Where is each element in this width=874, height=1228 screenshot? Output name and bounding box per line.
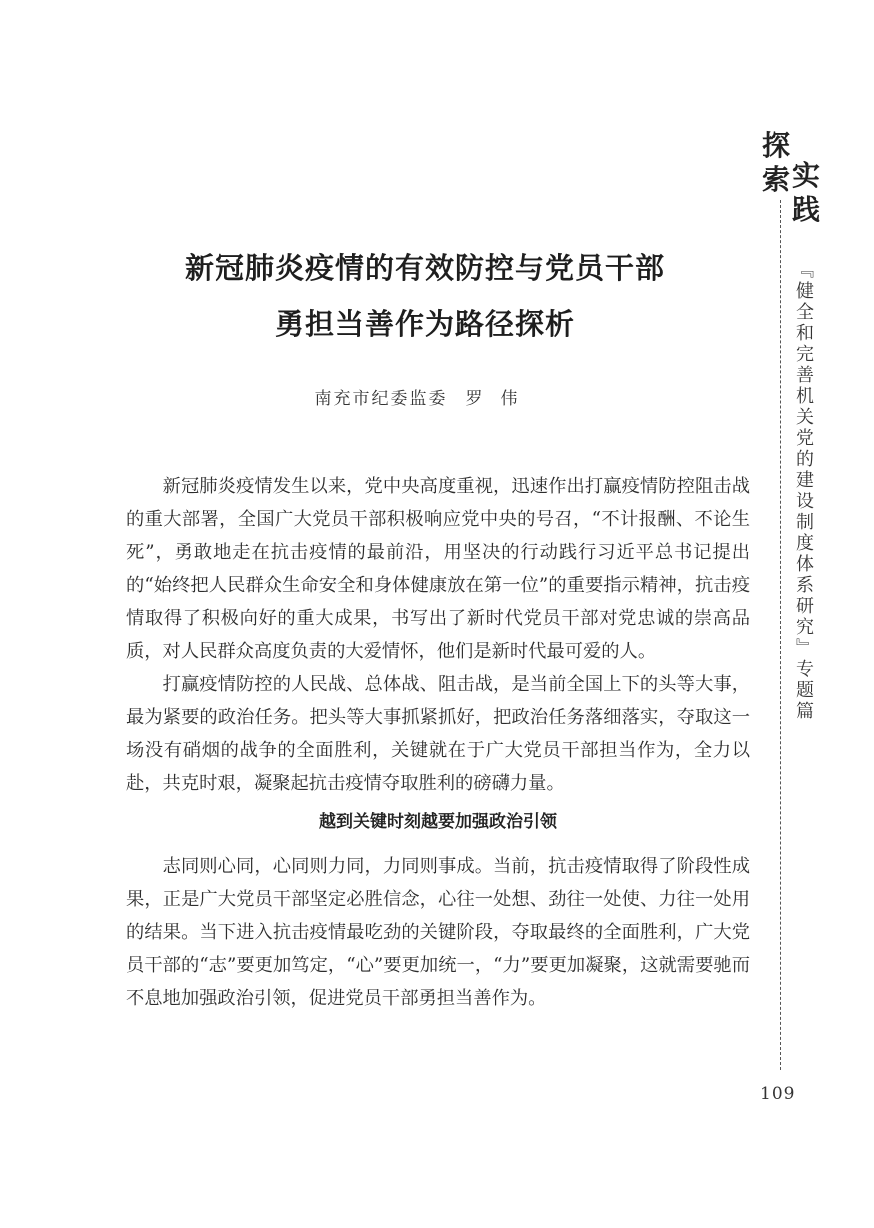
dashed-divider: [780, 200, 781, 1070]
author-organization: 南充市纪委监委: [314, 389, 448, 409]
logo-char: 践: [792, 193, 821, 226]
series-label: 『健全和完善机关党的建设制度体系研究』专题篇: [793, 260, 814, 722]
logo-char: 探: [762, 129, 791, 162]
paragraph: 打赢疫情防控的人民战、总体战、阻击战，是当前全国上下的头等大事，最为紧要的政治任务。把头等大事抓紧抓好，把政治任务落细落实，夺取这一场没有硝烟的战争的全面胜利，关键就在于广大党员干部担当作为，全力以赴，共克时艰，凝聚起抗击疫情夺取胜利的磅礴力量。: [126, 674, 750, 794]
author-name: 罗伟: [465, 389, 536, 409]
column-logo: [760, 124, 822, 234]
title-line-1: 新冠肺炎疫情的有效防控与党员干部: [184, 251, 665, 285]
logo-char: 索: [762, 163, 791, 196]
logo-char: 实: [792, 159, 821, 192]
title-line-2: 勇担当善作为路径探析: [274, 307, 575, 341]
article-body: [126, 470, 750, 1015]
paragraph: 志同则心同，心同则力同，力同则事成。当前，抗击疫情取得了阶段性成果，正是广大党员干部坚定必胜信念，心往一处想、劲往一处使、力往一处用的结果。当下进入抗击疫情最吃劲的关键阶段，夺取最终的全面胜利，广大党员干部的“志”要更加笃定，“心”要更加统一，“力”要更加凝聚，这就需要驰而不息地加强政治引领，促进党员干部勇担当善作为。: [126, 856, 750, 1009]
author-byline: [125, 384, 725, 409]
page-number: 109: [760, 1084, 796, 1104]
article-title: [125, 240, 725, 352]
side-column: [756, 110, 836, 1110]
paragraph: 新冠肺炎疫情发生以来，党中央高度重视，迅速作出打赢疫情防控阻击战的重大部署，全国广大党员干部积极响应党中央的号召，“不计报酬、不论生死”，勇敢地走在抗击疫情的最前沿，用坚决的行动践行习近平总书记提出的“始终把人民群众生命安全和身体健康放在第一位”的重要指示精神，抗击疫情取得了积极向好的重大成果，书写出了新时代党员干部对党忠诚的崇高品质，对人民群众高度负责的大爱情怀，他们是新时代最可爱的人。: [126, 476, 750, 662]
section-heading: 越到关键时刻越要加强政治引领: [319, 812, 557, 832]
